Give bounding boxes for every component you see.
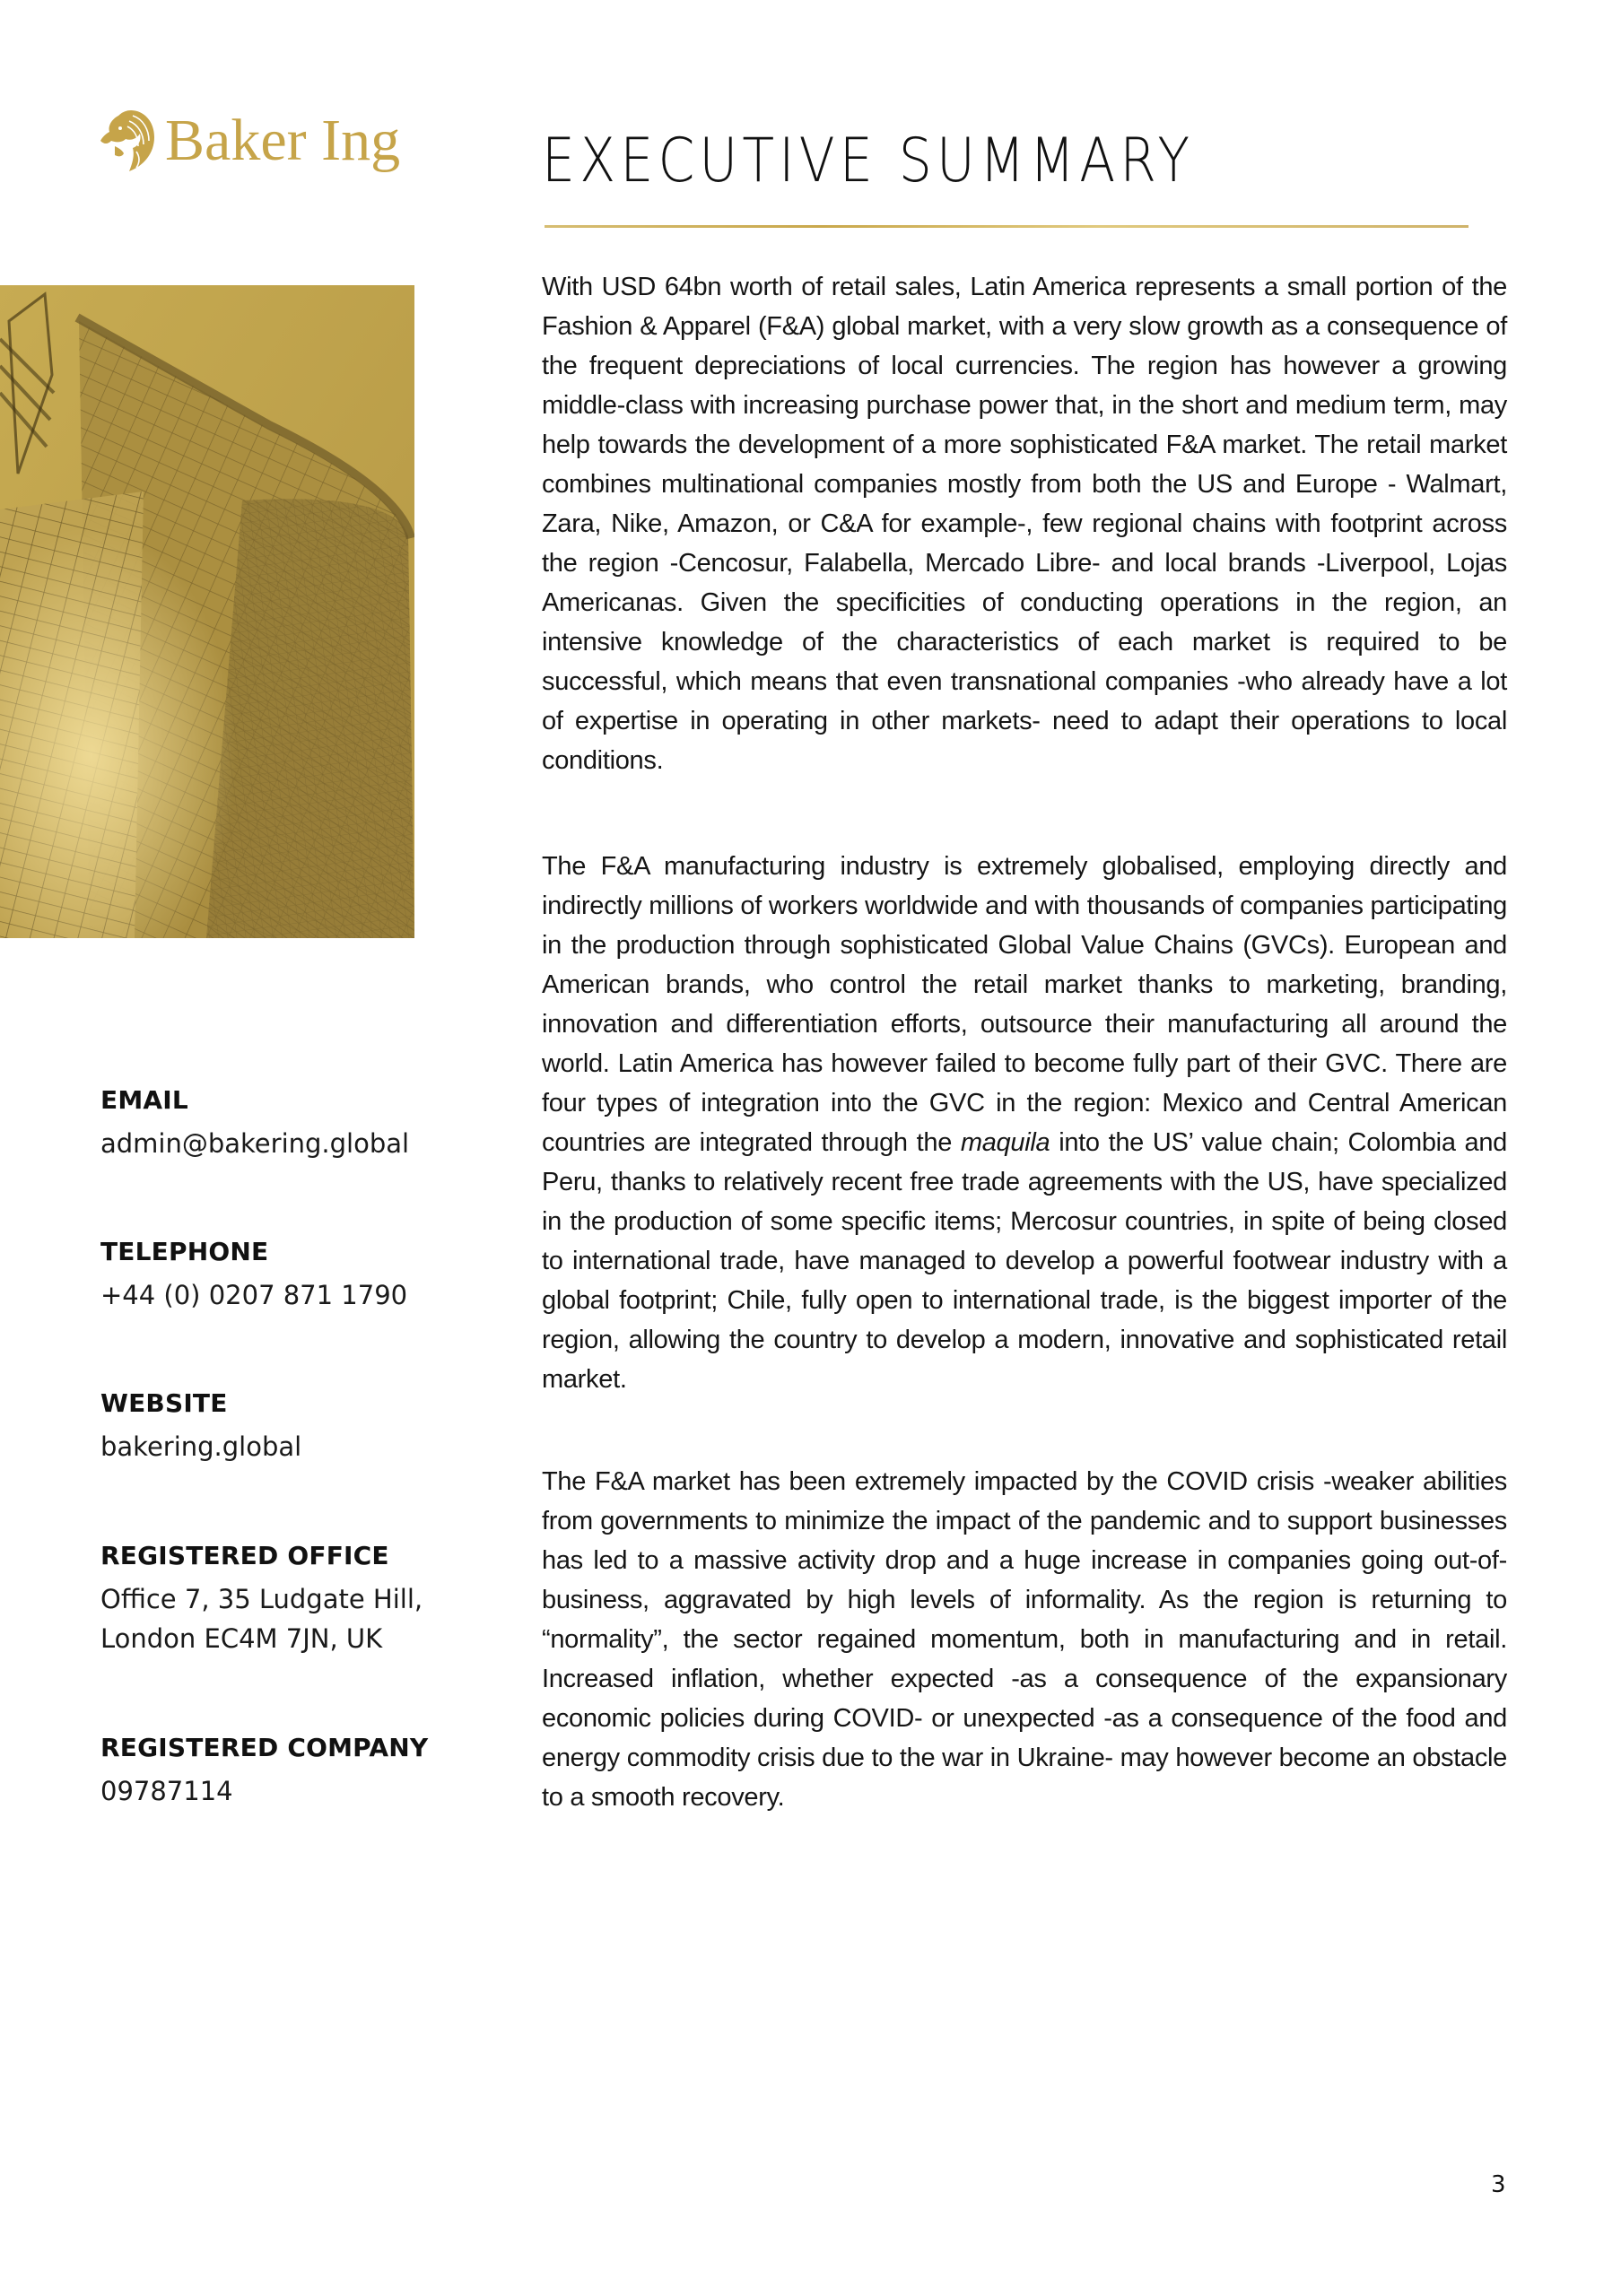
brand-logo	[97, 100, 400, 181]
summary-paragraph-1	[542, 267, 1507, 780]
paragraph-text	[542, 847, 1507, 1399]
address-line-2: London EC4M 7JN, UK	[100, 1623, 383, 1654]
contact-label: WEBSITE	[100, 1388, 228, 1418]
contact-email	[100, 1085, 477, 1163]
contact-label: TELEPHONE	[100, 1237, 269, 1266]
contact-registered-office	[100, 1541, 477, 1658]
paragraph-text: With USD 64bn worth of retail sales, Latin America represents a small portion of the Fashion & Apparel (F&A) global market, with a very slow growth as a consequence of the frequent depreciations of local currencies. The region has however a growing middle-class with increasing purchase power that, in the short and medium term, may help towards the development of a more sophisticated F&A market. The retail market combines multinational companies mostly from both the US and Europe - Walmart, Zara, Nike, Amazon, or C&A for example-, few regional chains with footprint across the region -Cencosur, Falabella, Mercado Libre- and local brands -Liverpool, Lojas Americanas. Given the specificities of conducting operations in the region, an intensive knowledge of the characteristics of each market is required to be successful, which means that even transnational companies -who already have a lot of expertise in operating in other markets- need to adapt their operations to local conditions.	[542, 273, 1507, 775]
contact-label: EMAIL	[100, 1085, 188, 1115]
contact-label: REGISTERED OFFICE	[100, 1541, 389, 1570]
page-number: 3	[1491, 2171, 1506, 2198]
lion-head-icon	[97, 107, 158, 175]
italic-term-maquila: maquila	[960, 1128, 1050, 1157]
contact-telephone	[100, 1237, 477, 1315]
paragraph-text-after: into the US’ value chain; Colombia and Peru, thanks to relatively recent free trade agreements with the US, have specialized in the production of some specific items; Mercosur countries, in spite of being closed to international trade, have managed to develop a powerful footwear industry with a global footprint; Chile, fully open to international trade, is the biggest importer of the region, allowing the country to develop a modern, innovative and sophisticated retail market.	[542, 1128, 1507, 1394]
title-divider	[545, 225, 1468, 228]
summary-paragraph-2	[542, 847, 1507, 1399]
company-number: 09787114	[100, 1776, 233, 1806]
skyscraper-illustration	[0, 285, 414, 938]
address-line-1: Office 7, 35 Ludgate Hill,	[100, 1584, 423, 1614]
page-title: EXECUTIVE SUMMARY	[542, 126, 1195, 196]
hero-image-skyscrapers	[0, 285, 414, 938]
paragraph-text-before: The F&A manufacturing industry is extremely globalised, employing directly and indirectly millions of workers worldwide and with thousands of companies participating in the production through sophisticated Global Value Chains (GVCs). European and American brands, who control the retail market thanks to marketing, branding, innovation and differentiation efforts, outsource their manufacturing all around the world. Latin America has however failed to become fully part of their GVC. There are four types of integration into the GVC in the region: Mexico and Central American countries are integrated through the	[542, 852, 1507, 1157]
email-link[interactable]: admin@bakering.global	[100, 1128, 410, 1159]
website-link[interactable]: bakering.global	[100, 1431, 302, 1462]
summary-paragraph-3	[542, 1462, 1507, 1817]
contact-label: REGISTERED COMPANY	[100, 1733, 429, 1762]
contact-website	[100, 1388, 477, 1466]
paragraph-text: The F&A market has been extremely impacted by the COVID crisis -weaker abilities from governments to minimize the impact of the pandemic and to support businesses has led to a massive activity drop and a huge increase in companies going out-of-business, aggravated by high levels of informality. As the region is returning to “normality”, the sector regained momentum, both in manufacturing and in retail. Increased inflation, whether expected -as a consequence of the expansionary economic policies during COVID- or unexpected -as a consequence of the food and energy commodity crisis due to the war in Ukraine- may however become an obstacle to a smooth recovery.	[542, 1467, 1507, 1812]
brand-name: Baker Ing	[165, 108, 401, 173]
telephone-value: +44 (0) 0207 871 1790	[100, 1280, 408, 1310]
contact-registered-company	[100, 1733, 477, 1811]
